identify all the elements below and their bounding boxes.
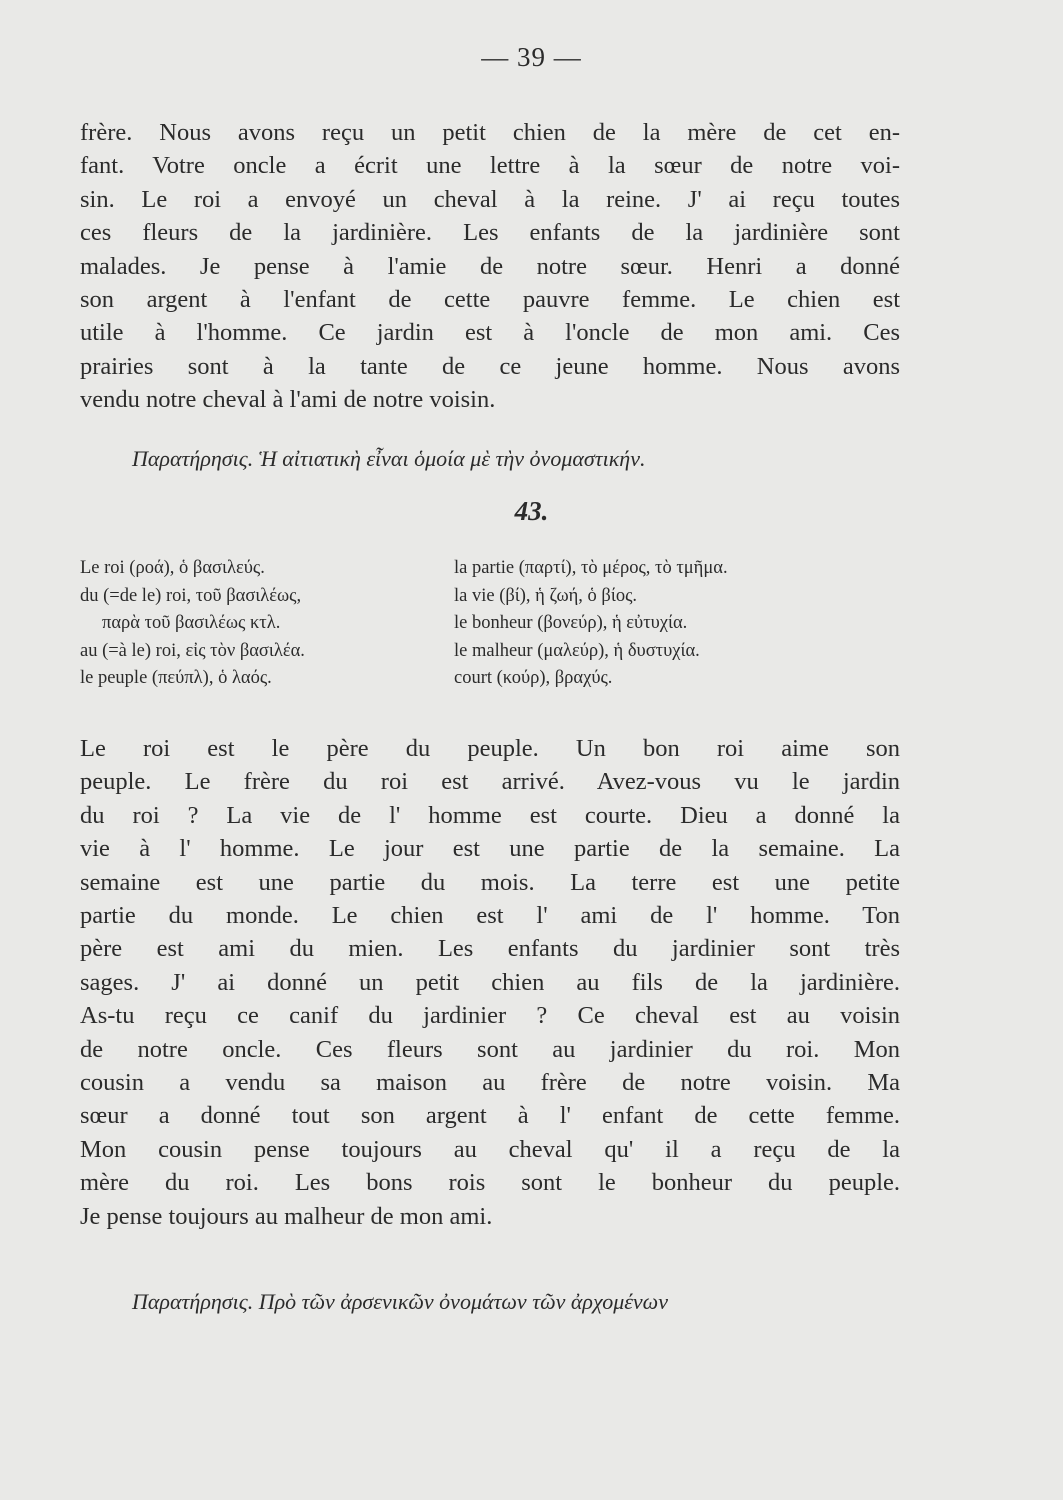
text-line: mère du roi. Les bons rois sont le bonheur du peuple. [80, 1169, 900, 1197]
vocab-item: au (=à le) roi, εἰς τὸν βασιλέα. [80, 640, 305, 661]
text-line: cousin a vendu sa maison au frère de notre voisin. Ma [80, 1069, 900, 1097]
text-line: malades. Je pense à l'amie de notre sœur. Henri a donné [80, 252, 900, 280]
vocab-item: la vie (βί), ἡ ζωή, ὁ βίος. [454, 585, 638, 606]
vocab-item: le malheur (μαλεύρ), ἡ δυστυχία. [454, 640, 700, 661]
vocab-item: Le roi (ροά), ὁ βασιλεύς. [80, 558, 265, 578]
page-number: — 39 — [481, 42, 582, 72]
text-line: prairies sont à la tante de ce jeune homme. Nous avons [80, 352, 900, 380]
vocab-item: παρὰ τοῦ βασιλέως κτλ. [102, 613, 281, 634]
text-line: son argent à l'enfant de cette pauvre femme. Le chien est [80, 286, 900, 314]
text-line: de notre oncle. Ces fleurs sont au jardinier du roi. Mon [80, 1035, 900, 1063]
text-line: Je pense toujours au malheur de mon ami. [80, 1202, 493, 1230]
text-line: partie du monde. Le chien est l' ami de l' homme. Ton [80, 902, 900, 930]
paragraph-lesson-text [80, 732, 900, 1233]
vocab-item: la partie (παρτί), τὸ μέρος, τὸ τμῆμα. [454, 558, 728, 578]
text-line: vendu notre cheval à l'ami de notre voisin. [80, 386, 496, 414]
text-line: père est ami du mien. Les enfants du jardinier sont très [80, 935, 900, 963]
text-line: As-tu reçu ce canif du jardinier ? Ce cheval est au voisin [80, 1002, 900, 1030]
text-line: Le roi est le père du peuple. Un bon roi aime son [80, 735, 900, 762]
vocabulary-list-right [454, 555, 728, 693]
paragraph-exercise-text [80, 116, 900, 417]
text-line: vie à l' homme. Le jour est une partie de la semaine. La [80, 835, 900, 863]
vocabulary-list-left [80, 555, 305, 693]
text-line: du roi ? La vie de l' homme est courte. Dieu a donné la [80, 801, 900, 829]
text-line: sœur a donné tout son argent à l' enfant de cette femme. [80, 1102, 900, 1130]
observation-note: Παρατήρησις. Ἡ αἰτιατικὴ εἶναι ὁμοία μὲ τὴν ὀνομαστικήν. [132, 446, 646, 471]
text-line: frère. Nous avons reçu un petit chien de la mère de cet en- [80, 119, 900, 146]
text-line: ces fleurs de la jardinière. Les enfants de la jardinière sont [80, 219, 900, 247]
vocab-item: le bonheur (βονεύρ), ἡ εὐτυχία. [454, 613, 688, 634]
text-line: semaine est une partie du mois. La terre est une petite [80, 868, 900, 896]
text-line: fant. Votre oncle a écrit une lettre à la sœur de notre voi- [80, 152, 900, 180]
text-line: Mon cousin pense toujours au cheval qu' il a reçu de la [80, 1135, 900, 1163]
text-line: utile à l'homme. Ce jardin est à l'oncle de mon ami. Ces [80, 319, 900, 347]
vocab-item: du (=de le) roi, τοῦ βασιλέως, [80, 585, 302, 606]
text-line: peuple. Le frère du roi est arrivé. Avez-vous vu le jardin [80, 768, 900, 796]
observation-note: Παρατήρησις. Πρὸ τῶν ἀρσενικῶν ὀνομάτων τῶν ἀρχομένων [132, 1289, 668, 1314]
text-line: sin. Le roi a envoyé un cheval à la reine. J' ai reçu toutes [80, 185, 900, 213]
vocab-item: court (κούρ), βραχύς. [454, 668, 613, 689]
lesson-number: 43. [514, 496, 549, 526]
text-line: sages. J' ai donné un petit chien au fils de la jardinière. [80, 968, 900, 996]
vocab-item: le peuple (πεύπλ), ὁ λαός. [80, 668, 272, 689]
